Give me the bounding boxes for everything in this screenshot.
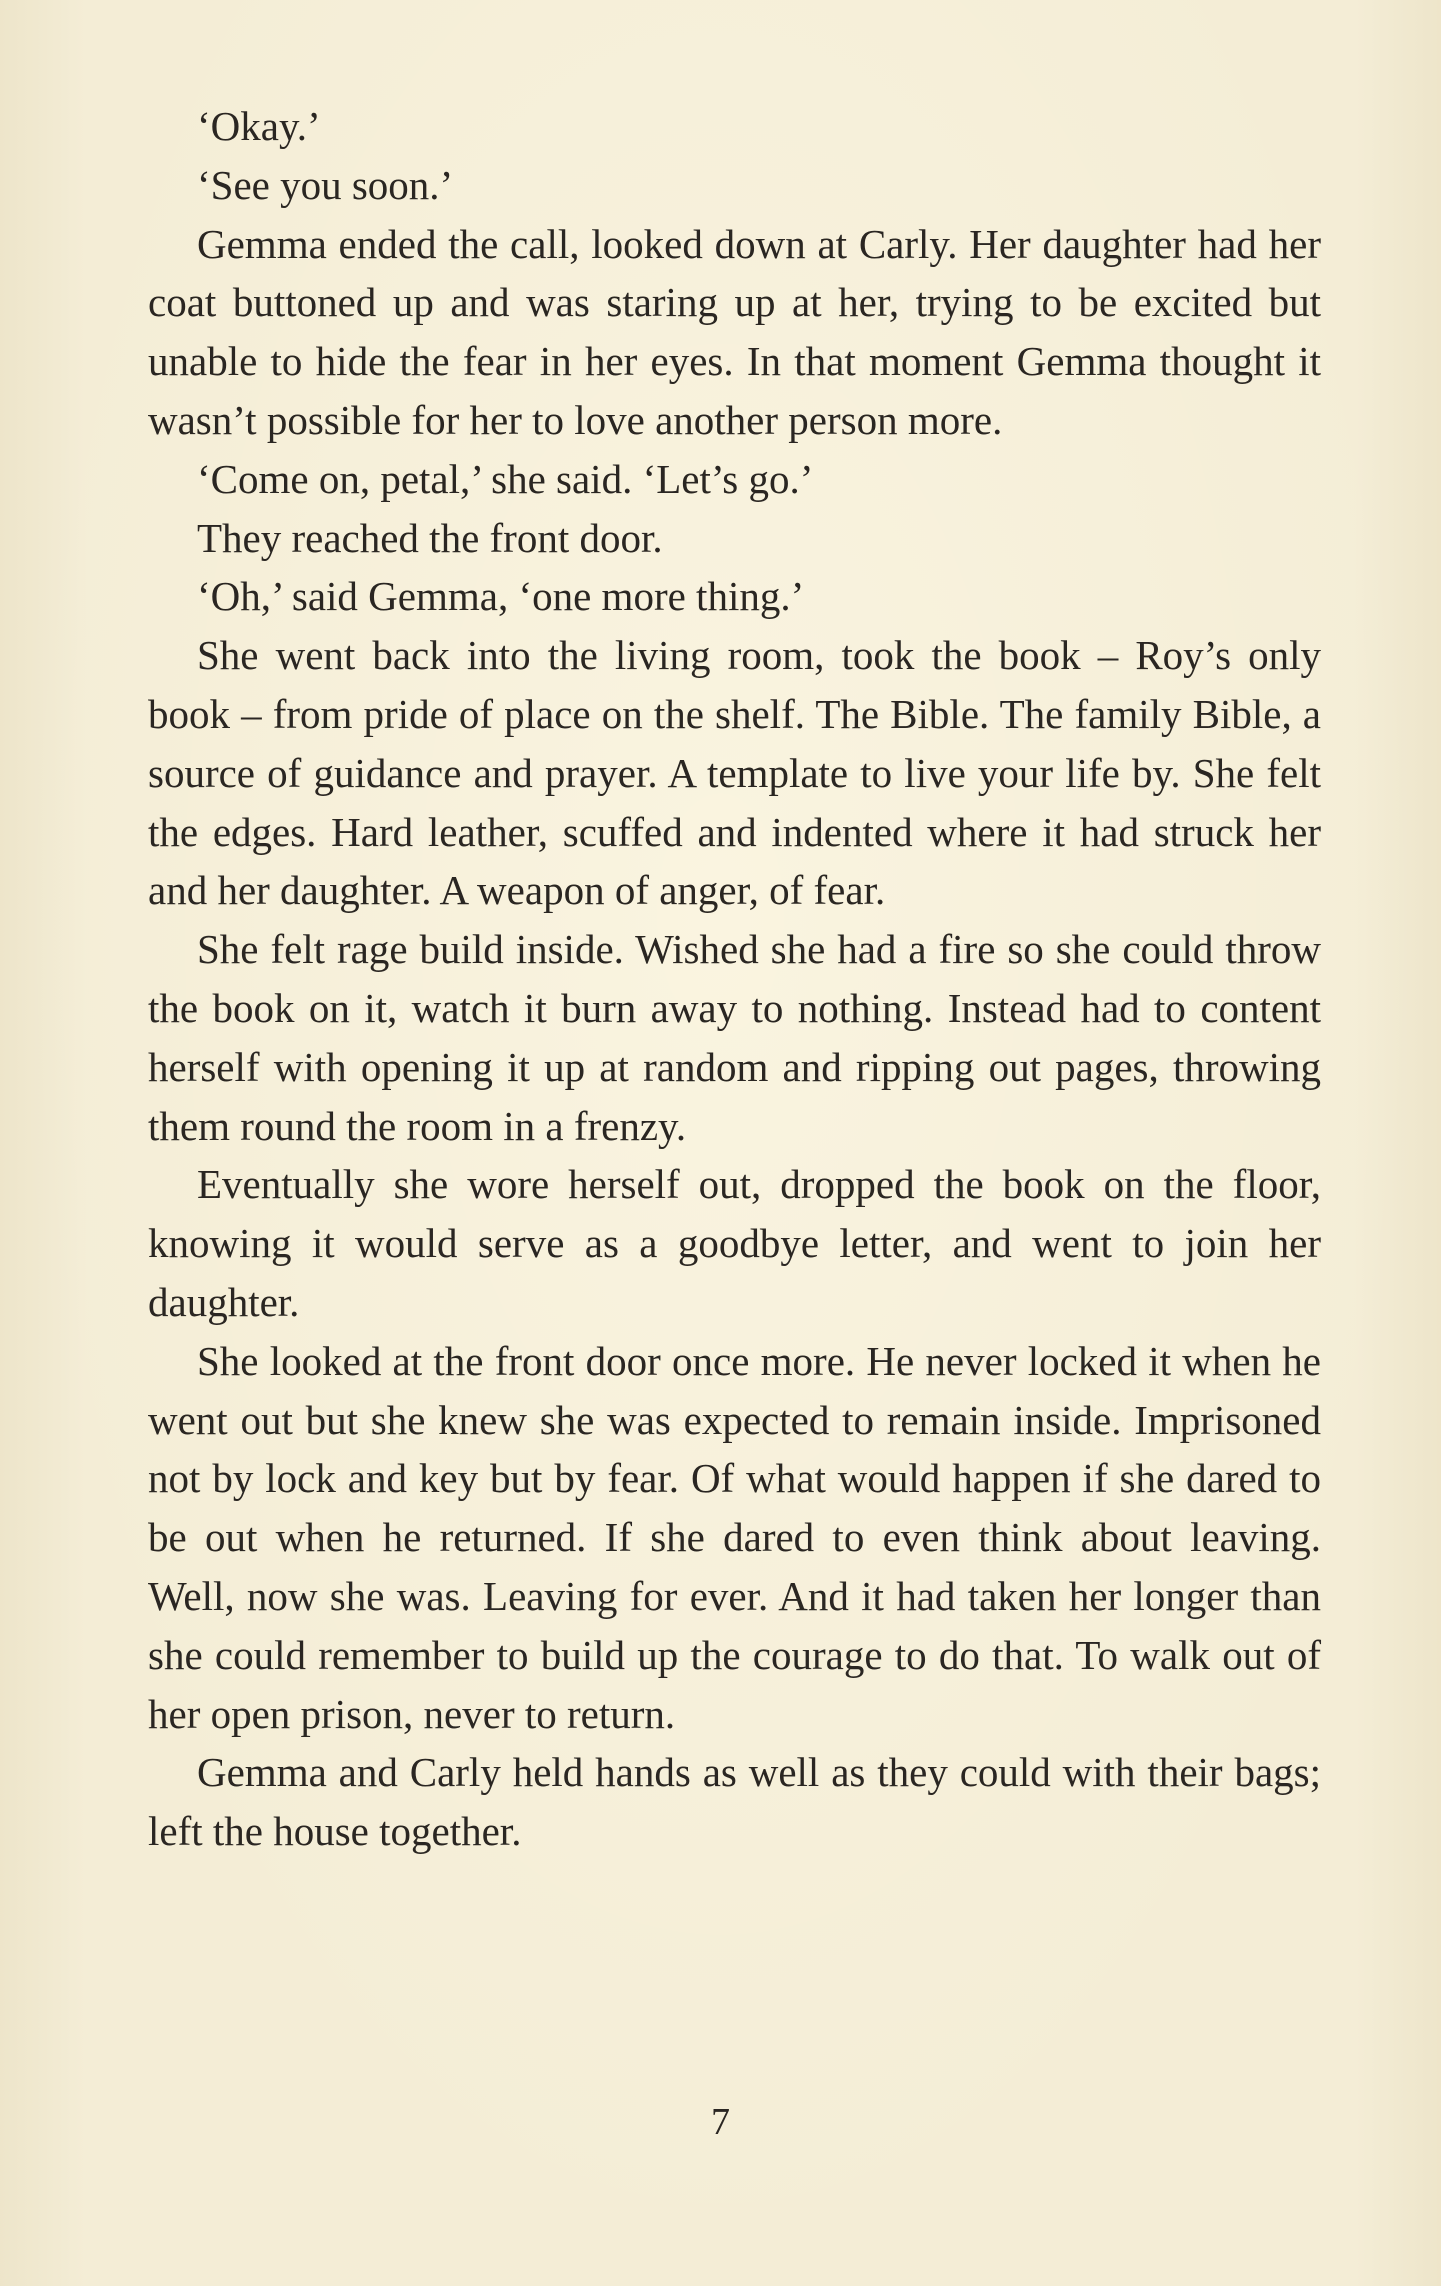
paragraph: She went back into the living room, took the book – Roy’s only book – from pride of place on the shelf. The Bible. The family Bible, a source of guidance and prayer. A template to live your life by. She felt the edges. Hard leather, scuffed and indented where it had struck her and her daughter. A weapon of anger, of fear.	[148, 632, 1321, 914]
paragraph: She looked at the front door once more. He never locked it when he went out but she knew she was expected to remain inside. Imprisoned not by lock and key but by fear. Of what would happen if she dared to be out when he returned. If she dared to even think about leaving. Well, now she was. Leaving for ever. And it had taken her longer than she could remember to build up the courage to do that. To walk out of her open prison, never to return.	[148, 1337, 1321, 1737]
paragraph: ‘See you soon.’	[197, 161, 454, 208]
paragraph: ‘Oh,’ said Gemma, ‘one more thing.’	[197, 573, 805, 620]
paragraph: Gemma ended the call, looked down at Carly. Her daughter had her coat buttoned up and was staring up at her, trying to be excited but unable to hide the fear in her eyes. In that moment Gemma thought it wasn’t possible for her to love another person more.	[148, 220, 1321, 443]
paragraph: She felt rage build inside. Wished she had a fire so she could throw the book on it, watch it burn away to nothing. Instead had to content herself with opening it up at random and ripping out pages, throwing them round the room in a frenzy.	[148, 926, 1321, 1149]
paragraph: ‘Come on, petal,’ she said. ‘Let’s go.’	[197, 455, 814, 502]
paragraph: Eventually she wore herself out, dropped the book on the floor, knowing it would serve as a goodbye letter, and went to join her daughter.	[148, 1161, 1321, 1325]
page-number: 7	[711, 2101, 730, 2143]
paragraph: They reached the front door.	[197, 514, 663, 561]
paragraph: Gemma and Carly held hands as well as they could with their bags; left the house together.	[148, 1749, 1321, 1855]
body-text	[148, 97, 1321, 1861]
paragraph: ‘Okay.’	[197, 103, 321, 149]
